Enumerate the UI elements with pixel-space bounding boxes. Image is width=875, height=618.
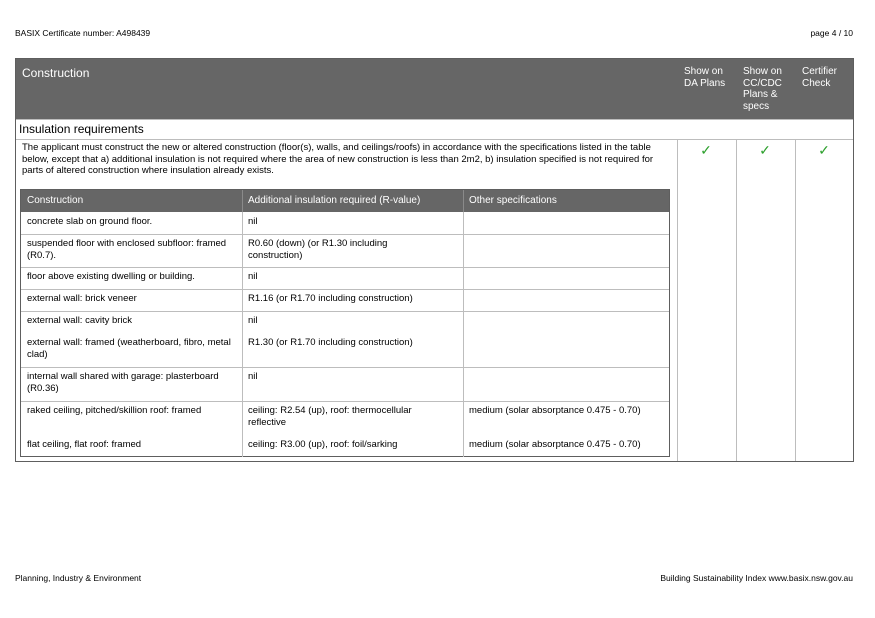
page-number: page 4 / 10 [810,28,853,38]
table-cell: medium (solar absorptance 0.475 - 0.70) [469,405,641,416]
check-icon: ✓ [700,142,712,158]
table-cell: raked ceiling, pitched/skillion roof: framed [27,405,202,416]
certificate-number: BASIX Certificate number: A498439 [15,28,151,38]
table-cell [463,289,669,293]
footer-department: Planning, Industry & Environment [15,573,142,583]
table-cell: ceiling: R2.54 (up), roof: thermocellular reflective [248,405,412,428]
table-cell: flat ceiling, flat roof: framed [27,439,142,450]
table-cell: nil [248,271,258,282]
table-cell [463,311,669,315]
table-header-other: Other specifications [463,190,669,212]
col-header-da-plans: Show on DA Plans [684,66,726,89]
table-cell [463,367,669,371]
table-cell [463,212,669,216]
divider [677,139,678,461]
divider [242,190,243,212]
table-cell [463,234,669,238]
check-icon: ✓ [759,142,771,158]
divider [16,139,853,140]
table-cell: ceiling: R3.00 (up), roof: foil/sarking [248,439,398,450]
table-cell: nil [248,371,258,382]
table-cell: internal wall shared with garage: plasterboard (R0.36) [27,371,219,394]
divider [16,119,853,120]
table-cell: nil [248,315,258,326]
table-cell: concrete slab on ground floor. [27,216,153,227]
divider [736,139,737,461]
table-header-r-value: Additional insulation required (R-value) [242,190,463,212]
table-cell: external wall: brick veneer [27,293,137,304]
section-title: Construction [22,66,90,80]
insulation-title: Insulation requirements [19,122,144,136]
table-cell: R1.30 (or R1.70 including construction) [248,337,413,348]
table-cell: nil [248,216,258,227]
divider [463,190,464,212]
table-cell: external wall: cavity brick [27,315,133,326]
col-header-cc-plans: Show on CC/CDC Plans & specs [743,66,782,112]
check-icon: ✓ [818,142,830,158]
table-cell: R0.60 (down) (or R1.30 including construction) [248,238,388,261]
divider [795,139,796,461]
section-header-bar [16,59,853,119]
insulation-paragraph: The applicant must construct the new or altered construction (floor(s), walls, and ceilings/roofs) in accordance with the specifications listed in the table below, except that a) additional insulation is not required where the area of new construction is less than 2m2, b) insulation specified is not required for parts of altered construction where insulation already exists. [22,142,654,176]
table-cell: R1.16 (or R1.70 including construction) [248,293,413,304]
insulation-table [20,189,670,457]
footer-website: Building Sustainability Index www.basix.nsw.gov.au [660,573,853,583]
construction-section [15,58,854,462]
table-cell: medium (solar absorptance 0.475 - 0.70) [469,439,641,450]
table-cell [463,333,669,337]
table-cell: suspended floor with enclosed subfloor: framed (R0.7). [27,238,227,261]
table-cell: floor above existing dwelling or building. [27,271,195,282]
table-cell [463,267,669,271]
col-header-certifier: Certifier Check [802,66,838,89]
table-header-construction: Construction [21,190,242,212]
table-cell: external wall: framed (weatherboard, fibro, metal clad) [27,337,231,360]
